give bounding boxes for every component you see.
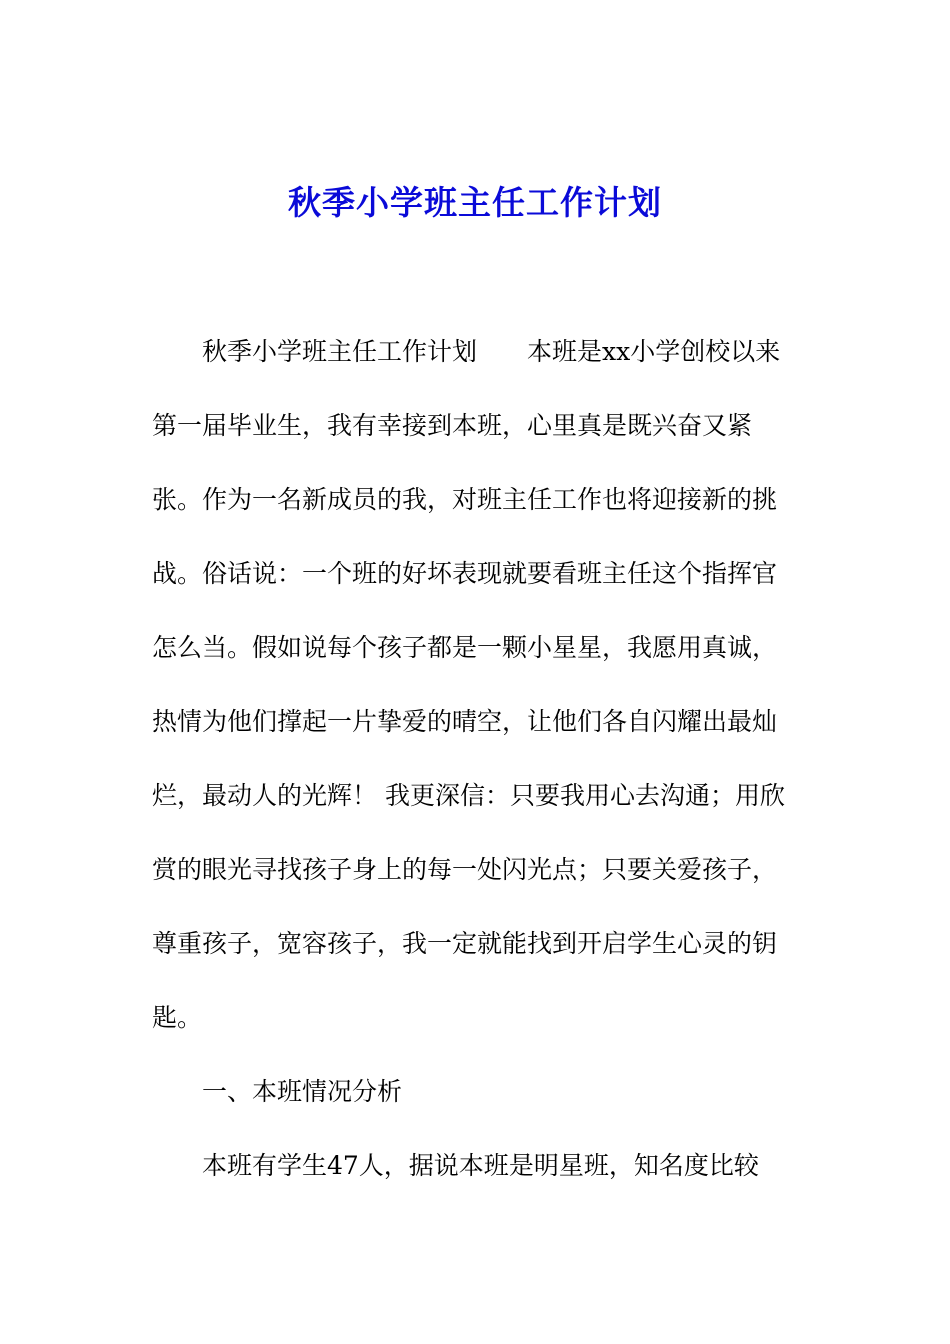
- paragraph-line: 热情为他们撑起一片挚爱的晴空，让他们各自闪耀出最灿: [152, 707, 778, 736]
- paragraph-line: 尊重孩子，宽容孩子，我一定就能找到开启学生心灵的钥: [152, 929, 778, 958]
- paragraph-line: 秋季小学班主任工作计划 本班是xx小学创校以来: [202, 337, 781, 366]
- paragraph-line: 怎么当。假如说每个孩子都是一颗小星星，我愿用真诚，: [152, 633, 778, 662]
- paragraph-line: 烂，最动人的光辉！ 我更深信：只要我用心去沟通；用欣: [152, 781, 785, 810]
- paragraph-line: 战。俗话说：一个班的好坏表现就要看班主任这个指挥官: [152, 559, 778, 588]
- document-body: [152, 325, 812, 1213]
- paragraph-line: 赏的眼光寻找孩子身上的每一处闪光点；只要关爱孩子，: [152, 855, 778, 884]
- paragraph-line: 张。作为一名新成员的我，对班主任工作也将迎接新的挑: [152, 485, 778, 514]
- paragraph-line: 第一届毕业生，我有幸接到本班，心里真是既兴奋又紧: [152, 411, 753, 440]
- document-title: 秋季小学班主任工作计划: [288, 183, 662, 222]
- paragraph-line: 本班有学生47人，据说本班是明星班，知名度比较: [202, 1151, 759, 1180]
- paragraph-line: 匙。: [152, 1003, 203, 1032]
- section-heading: 一、本班情况分析: [202, 1077, 403, 1106]
